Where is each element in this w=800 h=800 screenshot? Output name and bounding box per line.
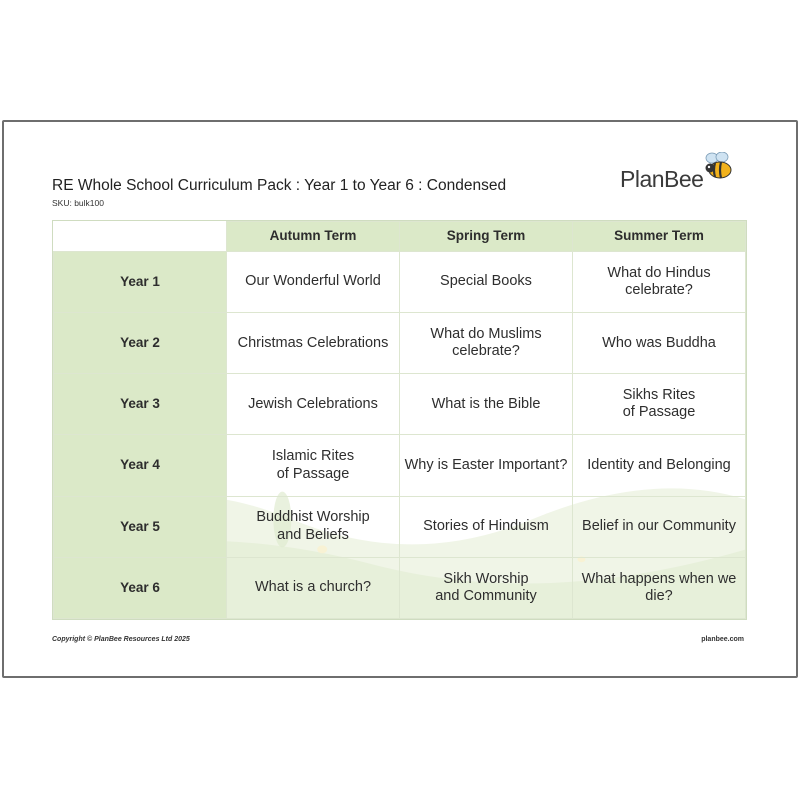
table-cell: Christmas Celebrations [227, 313, 400, 374]
year-label: Year 6 [54, 557, 227, 618]
bee-icon [698, 152, 738, 182]
curriculum-table [52, 220, 747, 620]
year-label: Year 1 [54, 252, 227, 313]
sku-label: SKU: bulk100 [52, 198, 104, 208]
year-label: Year 3 [54, 374, 227, 435]
table-cell: Stories of Hinduism [400, 496, 573, 557]
document-title: RE Whole School Curriculum Pack : Year 1 to Year 6 : Condensed [52, 177, 507, 194]
table-cell: Identity and Belonging [573, 435, 746, 496]
year-label: Year 4 [54, 435, 227, 496]
planbee-logo [620, 152, 740, 202]
table-row [54, 496, 746, 557]
corner-cell [54, 222, 227, 252]
table-cell: Sikhs Rites of Passage [573, 374, 746, 435]
table-cell: What is the Bible [400, 374, 573, 435]
table-cell: Buddhist Worship and Beliefs [227, 496, 400, 557]
document-sheet [2, 120, 798, 678]
header-spring: Spring Term [400, 222, 573, 252]
table-cell: Who was Buddha [573, 313, 746, 374]
header-summer: Summer Term [573, 222, 746, 252]
table-cell: Sikh Worship and Community [400, 557, 573, 618]
table-cell: What do Hindus celebrate? [573, 252, 746, 313]
table-cell: Jewish Celebrations [227, 374, 400, 435]
header-row [54, 222, 746, 252]
table-cell: Special Books [400, 252, 573, 313]
table-cell: What do Muslims celebrate? [400, 313, 573, 374]
copyright-text: Copyright © PlanBee Resources Ltd 2025 [52, 636, 190, 643]
table-row [54, 374, 746, 435]
table-row [54, 435, 746, 496]
table-row [54, 313, 746, 374]
table-cell: What is a church? [227, 557, 400, 618]
table-cell: Our Wonderful World [227, 252, 400, 313]
year-label: Year 5 [54, 496, 227, 557]
header-autumn: Autumn Term [227, 222, 400, 252]
table-row [54, 557, 746, 618]
table-cell: Belief in our Community [573, 496, 746, 557]
year-label: Year 2 [54, 313, 227, 374]
logo-text: PlanBee [620, 166, 704, 192]
table-cell: Why is Easter Important? [400, 435, 573, 496]
table-row [54, 252, 746, 313]
table-cell: What happens when we die? [573, 557, 746, 618]
term-table [53, 221, 746, 619]
table-cell: Islamic Rites of Passage [227, 435, 400, 496]
website-text: planbee.com [701, 636, 744, 643]
